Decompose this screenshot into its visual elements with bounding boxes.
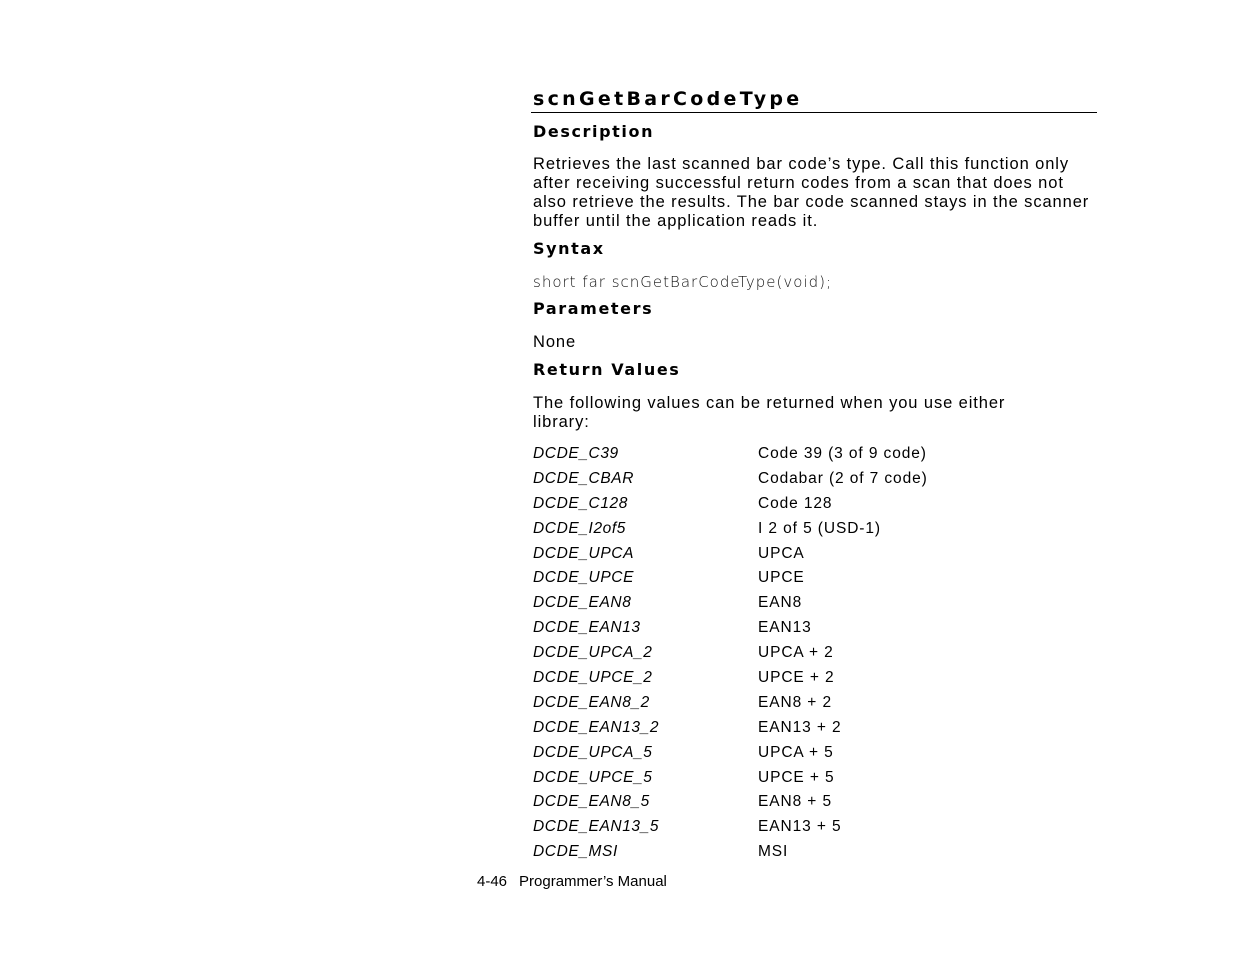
table-row [533,692,1093,717]
table-row [533,717,1093,742]
return-code-description: EAN8 [758,594,803,612]
return-code: DCDE_UPCE_5 [533,768,653,786]
return-code: DCDE_UPCA_2 [533,644,653,662]
table-row [533,543,1093,568]
table-row [533,617,1093,642]
table-row [533,592,1093,617]
return-code-description: UPCE [758,569,805,587]
return-values-heading: Return Values [533,360,681,379]
table-row [533,567,1093,592]
table-row [533,816,1093,841]
manual-title: Programmer’s Manual [519,873,667,890]
return-code-description: Code 128 [758,494,833,512]
return-code: DCDE_EAN8_2 [533,693,650,711]
table-row [533,642,1093,667]
table-row [533,841,1093,866]
return-code: DCDE_EAN8 [533,594,632,612]
return-code: DCDE_MSI [533,843,618,861]
return-code: DCDE_UPCA [533,544,635,562]
return-values-intro: The following values can be returned when you use either library: [533,394,1006,431]
table-row [533,667,1093,692]
return-code: DCDE_UPCE [533,569,635,587]
syntax-code: short far scnGetBarCodeType(void); [533,273,833,291]
return-code: DCDE_UPCE_2 [533,669,653,687]
return-code-description: EAN13 + 5 [758,818,842,836]
page-number: 4-46 [477,873,508,890]
return-code-description: Code 39 (3 of 9 code) [758,445,927,462]
return-code: DCDE_EAN13_5 [533,818,660,836]
return-code-description: UPCA + 5 [758,743,834,761]
return-code-description: UPCA + 2 [758,644,834,662]
return-code-description: EAN8 + 2 [758,693,832,711]
return-code: DCDE_C128 [533,494,628,512]
return-code-description: UPCE + 2 [758,669,835,687]
return-code-description: I 2 of 5 (USD-1) [758,519,881,537]
table-row [533,518,1093,543]
table-row [533,443,1093,468]
parameters-heading: Parameters [533,299,654,318]
return-code-description: Codabar (2 of 7 code) [758,469,928,487]
return-code-description: EAN8 + 5 [758,793,832,811]
return-code-description: UPCA [758,544,805,562]
table-row [533,493,1093,518]
return-code-description: UPCE + 5 [758,768,835,786]
return-code: DCDE_EAN8_5 [533,793,650,811]
description-heading: Description [533,122,655,141]
table-row [533,742,1093,767]
return-code-description: EAN13 + 2 [758,718,842,736]
page-footer [477,872,667,892]
parameters-text: None [533,333,577,351]
return-code: DCDE_EAN13_2 [533,718,660,736]
syntax-heading: Syntax [533,239,605,258]
return-code: DCDE_I2of5 [533,519,627,537]
description-text: Retrieves the last scanned bar code’s type. Call this function only after receiving successful return codes from a scan that does not also retrieve the results. The bar code scanned stays in the scanner buffer until the application reads it. [533,155,1090,230]
return-code: DCDE_UPCA_5 [533,743,653,761]
return-code: DCDE_CBAR [533,469,635,487]
return-code: DCDE_EAN13 [533,619,641,637]
return-code-description: MSI [758,843,789,861]
table-row [533,767,1093,792]
function-title: scnGetBarCodeType [533,88,803,110]
table-row [533,468,1093,493]
table-row [533,791,1093,816]
return-code: DCDE_C39 [533,445,619,462]
return-code-description: EAN13 [758,619,812,637]
return-values-table [533,443,1093,866]
title-underline [531,112,1097,113]
